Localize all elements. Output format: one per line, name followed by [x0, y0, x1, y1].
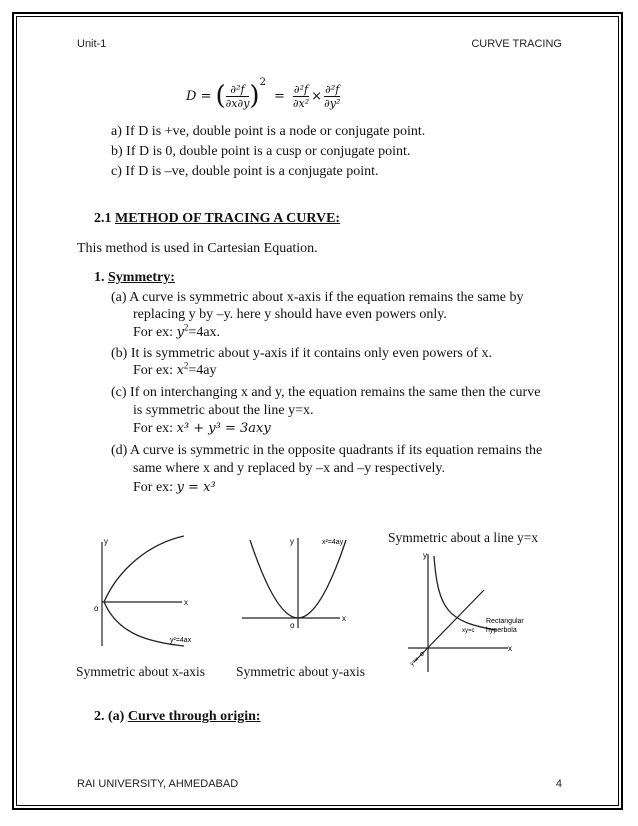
header-title: CURVE TRACING: [471, 38, 562, 50]
example-var: y: [176, 325, 184, 340]
graph2-x-label: x: [342, 614, 346, 623]
example-exp: 2: [183, 360, 189, 371]
graph1-origin-label: o: [94, 604, 99, 613]
graph-symmetric-x-axis: [88, 532, 200, 650]
example-prefix: For ex:: [133, 363, 177, 378]
fyy-numerator: ∂²f: [325, 82, 340, 96]
graph3-origin-label: o: [420, 651, 424, 658]
graph3-label-hyperbola: hyperbola: [486, 627, 517, 634]
mixed-partial-fraction: [226, 83, 250, 110]
graph-symmetric-y-axis: [240, 532, 358, 632]
formula-exponent: 2: [259, 76, 266, 88]
d-case-c: c) If D is –ve, double point is a conjugate point.: [111, 164, 379, 179]
symmetry-d-line2: same where x and y replaced by –x and –y respectively.: [133, 461, 446, 476]
symmetry-number: 1.: [94, 270, 108, 285]
graph2-y-label: y: [290, 537, 294, 546]
graph2-origin-label: o: [290, 621, 295, 630]
symmetry-title: Symmetry:: [108, 270, 175, 285]
graph2-equation-label: x²=4ay: [322, 539, 344, 546]
example-exp: 2: [183, 322, 189, 333]
graph1-equation-label: y²=4ax: [170, 637, 192, 644]
graph3-xy-label: xy=c: [462, 628, 475, 634]
fxx-numerator: ∂²f: [293, 82, 309, 96]
discriminant-formula: [186, 74, 340, 118]
footer-university: RAI UNIVERSITY, AHMEDABAD: [77, 778, 239, 790]
graph3-y-label: y: [423, 551, 427, 560]
fxx-denominator: ∂x²: [292, 96, 310, 110]
section-heading: [94, 210, 340, 227]
formula-times: ×: [311, 88, 323, 104]
caption-x-axis: Symmetric about x-axis: [76, 664, 205, 679]
formula-equals: =: [273, 88, 285, 104]
mixed-partial-denominator: ∂x∂y: [225, 96, 250, 110]
symmetry-b-line1: (b) It is symmetric about y-axis if it contains only even powers of x.: [111, 346, 493, 361]
symmetry-d-example: [133, 479, 216, 496]
section-title: METHOD OF TRACING A CURVE:: [115, 211, 341, 226]
curve-origin-heading: [94, 708, 261, 725]
example-var: x: [176, 363, 184, 378]
section-number: 2.1: [94, 211, 115, 226]
footer-page-number: 4: [555, 778, 562, 790]
graph-symmetric-line: [400, 550, 524, 676]
symmetry-a-line2: replacing y by –y. here y should have even powers only.: [133, 307, 447, 322]
graph3-x-label: x: [508, 644, 512, 653]
formula-lhs: D =: [186, 88, 212, 104]
symmetry-a-example: [133, 324, 220, 341]
graph1-parabola: [104, 536, 184, 646]
graph1-x-label: x: [184, 598, 188, 607]
symmetry-c-example: [133, 420, 271, 437]
graph3-line-label: y=x: [409, 656, 421, 668]
d-case-b: b) If D is 0, double point is a cusp or conjugate point.: [111, 144, 411, 159]
graph1-y-label: y: [104, 537, 108, 546]
graph3-line-y-equals-x: [414, 590, 484, 662]
graph3-label-rectangular: Rectangular: [486, 618, 524, 625]
caption-y-axis: Symmetric about y-axis: [236, 664, 365, 679]
example-prefix: For ex:: [133, 421, 177, 436]
symmetry-heading: [94, 269, 175, 286]
paren-open-icon: (: [215, 81, 226, 111]
example-rest: =4ax.: [188, 325, 221, 340]
curve-origin-title: Curve through origin:: [127, 709, 261, 724]
example-rest: =4ay: [188, 363, 217, 378]
symmetry-c-line2: is symmetric about the line y=x.: [133, 403, 314, 418]
paren-close-icon: ): [249, 81, 260, 111]
intro-text: This method is used in Cartesian Equation.: [77, 241, 318, 256]
example-prefix: For ex:: [133, 325, 177, 340]
example-prefix: For ex:: [133, 480, 177, 495]
symmetry-b-example: [133, 362, 217, 379]
fyy-fraction: [324, 83, 340, 110]
caption-line: Symmetric about a line y=x: [388, 530, 539, 545]
symmetry-c-line1: (c) If on interchanging x and y, the equation remains the same then the curve: [111, 385, 541, 400]
symmetry-d-line1: (d) A curve is symmetric in the opposite quadrants if its equation remains the: [111, 443, 543, 458]
curve-origin-number: 2. (a): [94, 709, 128, 724]
d-case-a: a) If D is +ve, double point is a node or conjugate point.: [111, 124, 426, 139]
header-unit: Unit-1: [77, 38, 107, 50]
example-equation: x³ + y³ = 3axy: [176, 421, 271, 436]
symmetry-a-line1: (a) A curve is symmetric about x-axis if the equation remains the same by: [111, 290, 524, 305]
fyy-denominator: ∂y²: [324, 96, 341, 110]
example-equation: y = x³: [176, 480, 216, 495]
mixed-partial-numerator: ∂²f: [226, 83, 250, 97]
fxx-fraction: [293, 83, 309, 110]
